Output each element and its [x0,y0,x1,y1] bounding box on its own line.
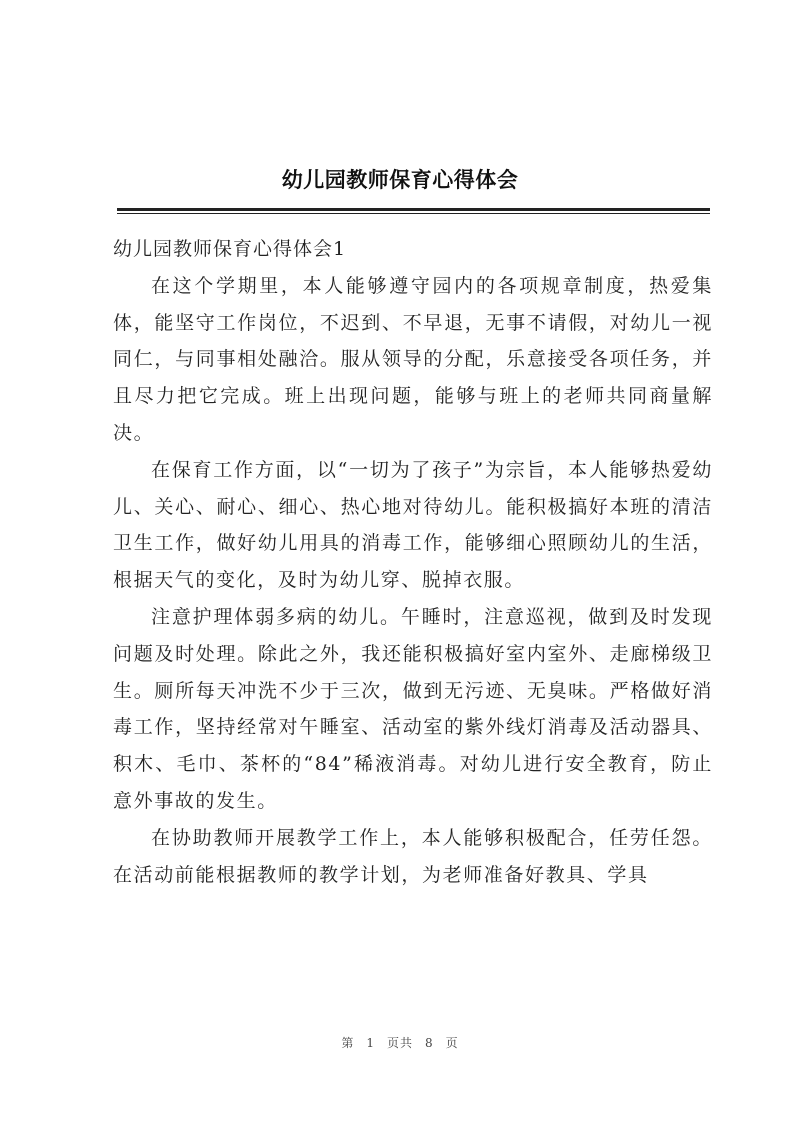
paragraph-4: 在协助教师开展教学工作上，本人能够积极配合，任劳任怨。在活动前能根据教师的教学计划，为老师准备好教具、学具 [113,826,713,886]
footer-label-pages: 页 [445,1036,459,1050]
footer-total-pages: 8 [425,1036,434,1050]
document-title: 幼儿园教师保育心得体会 [281,168,519,192]
page-footer [0,1034,800,1051]
footer-current-page: 1 [366,1036,375,1050]
footer-label-of: 页共 [386,1036,413,1050]
paragraph-3: 注意护理体弱多病的幼儿。午睡时，注意巡视，做到及时发现问题及时处理。除此之外，我还能积极搞好室内室外、走廊梯级卫生。厕所每天冲洗不少于三次，做到无污迹、无臭味。严格做好消毒工作，坚持经常对午睡室、活动室的紫外线灯消毒及活动器具、积木、毛巾、茶杯的“84”稀液消毒。对幼儿进行安全教育，防止意外事故的发生。 [113,605,713,812]
paragraph-2: 在保育工作方面，以“一切为了孩子”为宗旨，本人能够热爱幼儿、关心、耐心、细心、热心地对待幼儿。能积极搞好本班的清洁卫生工作，做好幼儿用具的消毒工作，能够细心照顾幼儿的生活，根据天气的变化，及时为幼儿穿、脱掉衣服。 [113,458,713,592]
document-body [113,231,713,893]
footer-label-page: 第 [341,1036,355,1050]
section-heading: 幼儿园教师保育心得体会1 [113,238,347,260]
title-divider [117,208,710,211]
paragraph-1: 在这个学期里，本人能够遵守园内的各项规章制度，热爱集体，能坚守工作岗位，不迟到、不早退，无事不请假，对幼儿一视同仁，与同事相处融洽。服从领导的分配，乐意接受各项任务，并且尽力把它完成。班上出现问题，能够与班上的老师共同商量解决。 [113,274,713,444]
